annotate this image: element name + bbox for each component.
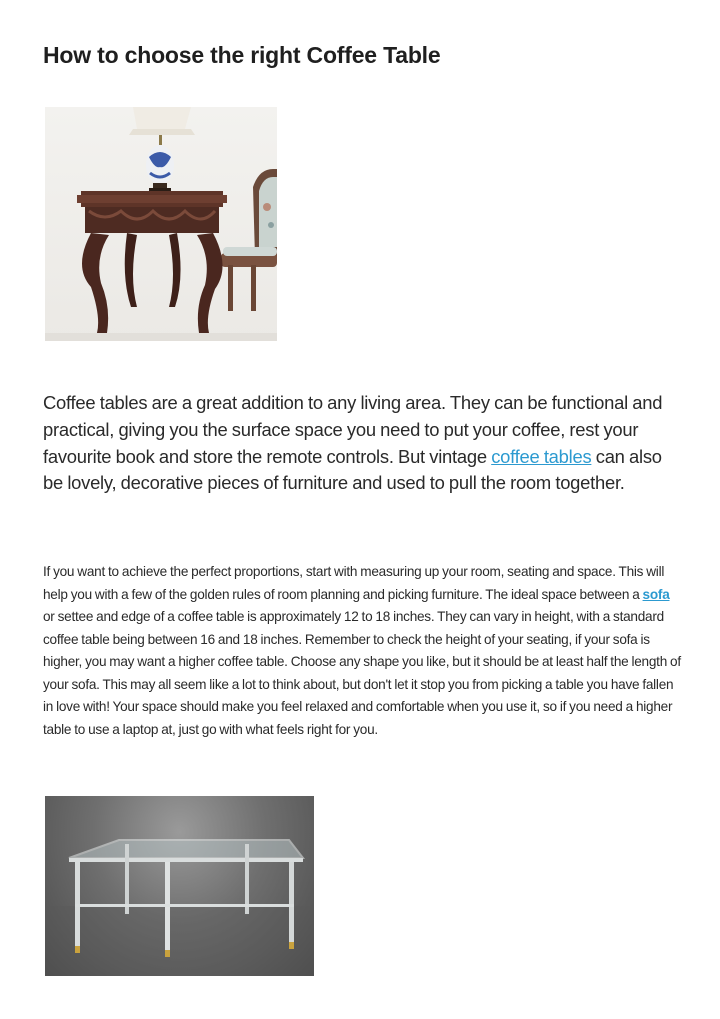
body-paragraph xyxy=(43,561,683,741)
carved-side-table-illustration xyxy=(45,107,277,341)
table-lamp xyxy=(129,107,195,192)
sofa-link[interactable]: sofa xyxy=(642,586,670,602)
page-title: How to choose the right Coffee Table xyxy=(43,42,441,68)
carved-table xyxy=(77,191,227,333)
glass-coffee-table-photo xyxy=(45,796,314,976)
intro-text-part1: Coffee tables are a great addition to any living area. They can be functional and practical, giving you the surface space you need to put your coffee, rest your favourite book and store the remote controls. But vintage xyxy=(43,392,663,467)
glass-coffee-table-illustration xyxy=(45,796,314,976)
intro-paragraph xyxy=(43,390,683,497)
upholstered-chair xyxy=(221,169,277,311)
coffee-tables-link[interactable]: coffee tables xyxy=(491,445,592,467)
body-text-part2: or settee and edge of a coffee table is approximately 12 to 18 inches. They can vary in height, with a standard coffee table being between 16 and 18 inches. Remember to check the height of your seating, if your sofa is higher, you may want a higher coffee table. Choose any shape you like, but it should be at least half the length of your sofa. This may all seem like a lot to think about, but don't let it stop you from picking a table you have fallen in love with! Your space should make you feel relaxed and comfortable when you use it, so if you need a higher table to use a laptop at, just go with what feels right for you. xyxy=(43,609,681,737)
body-text-part1: If you want to achieve the perfect proportions, start with measuring up your room, seating and space. This will help you with a few of the golden rules of room planning and picking furniture. The ideal space between a xyxy=(43,564,665,602)
carved-side-table-photo xyxy=(45,107,277,341)
intro-text-part2: can also be lovely, decorative pieces of furniture and used to pull the room together. xyxy=(43,445,662,494)
